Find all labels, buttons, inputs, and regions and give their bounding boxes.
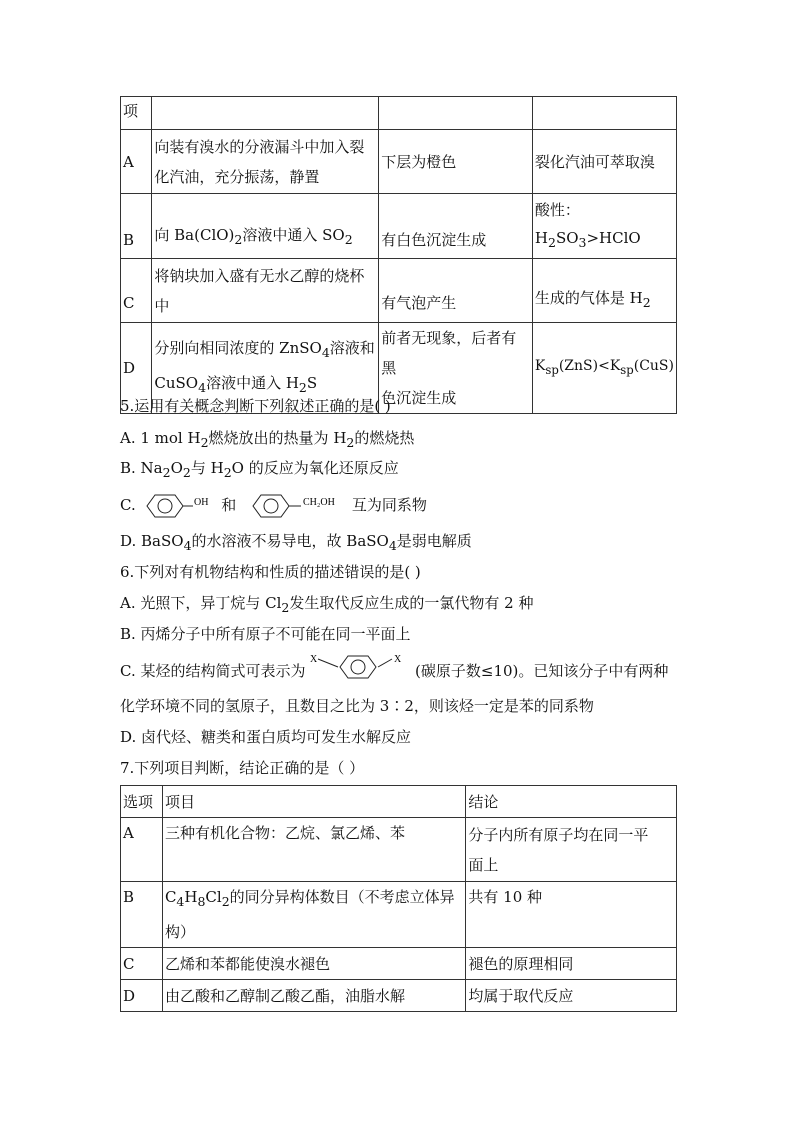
q6-option-a: A. 光照下，异丁烷与 $Cl_2$发生取代反应生成的一氯代物有 2 种 xyxy=(120,594,534,615)
q5-option-b: B. $Na_2O_2$与 $H_2O$ 的反应为氧化还原反应 xyxy=(120,459,399,480)
table-row: D 分别向相同浓度的 ZnSO$_4$溶液和 CuSO$_4$溶液中通入 $H_2S$ 前者无现象，后者有黑 色沉淀生成 $K_{sp}(ZnS)<K_{sp}(CuS)$ xyxy=(121,323,677,414)
table-row: D 由乙酸和乙醇制乙酸乙酯，油脂水解 均属于取代反应 xyxy=(121,980,677,1012)
svg-text:X: X xyxy=(394,654,402,665)
q5-option-a: A. 1 mol $H_2$燃烧放出的热量为 $H_2$的燃烧热 xyxy=(120,429,415,450)
q6-option-b: B. 丙烯分子中所有原子不可能在同一平面上 xyxy=(120,625,411,643)
table-row: C 乙烯和苯都能使溴水褪色 褪色的原理相同 xyxy=(121,948,677,980)
q5-option-d: D. BaSO$_4$的水溶液不易导电，故 BaSO$_4$是弱电解质 xyxy=(120,532,472,553)
benzyl-alcohol-structure-icon xyxy=(247,492,347,520)
table-row: A 向装有溴水的分液漏斗中加入裂 化汽油，充分振荡，静置 下层为橙色 裂化汽油可萃取溴 xyxy=(121,130,677,194)
question-7-stem: 7.下列项目判断，结论正确的是（ ） xyxy=(120,759,365,777)
disubstituted-benzene-structure-icon xyxy=(310,653,410,681)
table-row: C 将钠块加入盛有无水乙醇的烧杯 中 有气泡产生 生成的气体是 $H_2$ xyxy=(121,259,677,323)
table-row: B $C_4H_8Cl_2$的同分异构体数目（不考虑立体异 构） 共有 10 种 xyxy=(121,882,677,948)
phenol-structure-icon xyxy=(141,492,211,520)
table-row: A 三种有机化合物：乙烷、氯乙烯、苯 分子内所有原子均在同一平 面上 xyxy=(121,818,677,882)
judgement-table xyxy=(120,785,677,1012)
q5-option-c: C. OH 和 CH₂OH 互为同系物 xyxy=(120,490,427,520)
q6-option-c-line2: 化学环境不同的氢原子，且数目之比为 3∶2，则该烃一定是苯的同系物 xyxy=(120,697,594,715)
question-6-stem: 6.下列对有机物结构和性质的描述错误的是( ) xyxy=(120,563,421,581)
ch2oh-label: CH₂OH xyxy=(303,497,335,508)
table-header-cell: 项 xyxy=(121,97,152,130)
q6-option-c-line1: C. 某烃的结构简式可表示为 X X (碳原子数≤10)。已知该分子中有两种 xyxy=(120,654,669,680)
question-5-stem: 5.运用有关概念判断下列叙述正确的是( ) xyxy=(120,397,391,415)
table-row: B 向 $Ba(ClO)_2$溶液中通入 $SO_2$ 有白色沉淀生成 酸性： $H_2SO_3>HClO$ xyxy=(121,194,677,259)
table-header-cell: 选项 xyxy=(121,786,163,818)
table-header-cell: 项目 xyxy=(162,786,465,818)
oh-label: OH xyxy=(193,497,208,508)
q6-option-d: D. 卤代烃、糖类和蛋白质均可发生水解反应 xyxy=(120,728,412,746)
table-header-cell: 结论 xyxy=(466,786,677,818)
svg-text:X: X xyxy=(310,654,318,665)
experiment-table xyxy=(120,96,677,414)
